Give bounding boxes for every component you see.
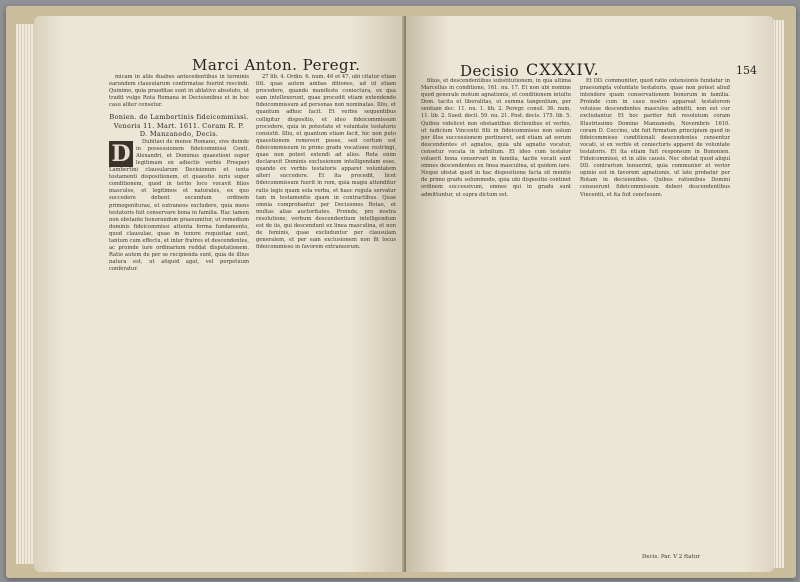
right-running-head: Decisio xyxy=(460,62,520,80)
right-col2-body: Et DD. communiter, quod ratio extensionis fundatur in praesumpta voluntate testatoris, quae non potest aliud intendere quam conservationem bonorum in familia. Proinde cum in casu nostro appareat testatorem voluisse descendentes masculos admitti, non est cur excludantur. Et hoc pariter fuit resolutum coram Illustrissimo Domino Manzanedo, Novembris 1610. coram D. Coccino, ubi fuit firmatum principium quod in fideicommisso conditionali descendentes censentur vocati, si ex verbis et coniecturis apparet de voluntate testatoris. Et ita etiam fuit responsum in Bononien. Fideicommissi, et in aliis causis. Nec obstat quod aliqui DD. contrarium tenuerint, quia communior et verior opinio est in favorem agnationis, ut late probatur per Rotam in decisionibus. Quibus rationibus Domini censuerunt fideicommissum deberi descendentibus Vincentii, et ita fuit conclusum. xyxy=(580,78,730,198)
left-col1-body: Dubitavi de mense Romano, sive deinde in possessionem fideicommissi Centi. Alexandri, et Dominus quaestioni super legitimam ex adiectis verbis Prosperi Lambertini clausularum Decisionum et iuxta testamenti dispositionem, et quaestio iuris super conditionem, quod in tertio loco vocavit filios masculos, et legitimos et naturales, ex quo succedere debent secundum ordinem primogeniturae, et extraneos excludere, quia mens testatoris fuit conservare bona in familia. Hac tamen non obstante honorandum praesumitur, ut remedium dominis fideicommissi attenta forma fundamento, quod clausulae, quae in tenore requisitae sunt, tantum cum effectu, et inter fratres et descendentes, ac proinde iure ordinarium reddat disputationem. Ratio autem de per se recipienda sunt, quia de illius natura est, ut aliquid agat, vel perpetuum conferatur. xyxy=(109,138,249,273)
drop-cap-d: D xyxy=(109,141,133,167)
left-page xyxy=(34,16,406,572)
right-column-2 xyxy=(580,78,730,554)
left-col2-body: 27 lib. 4. Ordin. 6. num. 46 et 47, ubi citatur etiam litt. quas autem ambas ditiones, ad id etiam procedere, quando manifeste coniectura, ex qua eam intellexerunt, quae procedit etiam extendendo fideicommissum ad personas non nominatas. Illiu, et quantum adhuc facit. Et verbis sequentibus colligitur dispositio, et ideo fideicommissum procedere, quia in potestate et voluntate testatoris consistit. Illiu, et quantum etiam facit, hic non puto quaestionem removeri posse, sed certum est fideicommissum in primo gradu vocatione restringi, quae non potest extendi ad alios. Rota enim declaravit Dominis exclusionem intelligendam esse, quando ex verbis testatoris apparet voluntatem alteri succedere. Et ita procedit, licet fideicommissum fuerit in rem, quia magis attenditur ratio legis quam sola verba, et haec regula servatur tam in testamentis quam in contractibus. Quae omnia comprobantur per Decisiones Rotae, et multas alias auctoritates. Proinde, pro nostra resolutione, verbum descendentium intelligendum est de iis, qui descendunt ex linea masculina, et non de feminis, quae excluduntur per clausulam generalem, et per eam exclusionem non fit locus fideicommisso in favorem extraneorum. xyxy=(256,74,396,251)
folio-number: 154 xyxy=(736,64,757,77)
right-page xyxy=(406,16,774,572)
left-column-1 xyxy=(109,74,249,504)
page-edges-left xyxy=(16,24,36,564)
decision-number: CXXXIV. xyxy=(526,60,600,79)
left-running-head: Marci Anton. Peregr. xyxy=(192,56,361,74)
left-col1-intro: micam in aliis duabus antecedentibus in terminis earundem clausularum confirmatae fuerint rescindi. Quinimo, quia praeditae sunt in ablativo absoluto, ut tradit vulgo Rota Romana in Decisionibus et in hoc casu aliter censetur. xyxy=(109,74,249,109)
left-column-2 xyxy=(256,74,396,548)
case-heading: Bonien. de Lambertinis fideicommissi. Veneris 11. Mart. 1611. Coram R. P. D. Manzanedo, Decis. xyxy=(109,113,249,139)
open-book xyxy=(6,6,796,578)
right-col1-body: filius, et descendentibus substitutionem, in qua ultima Marcellus in conditione, 161. nu. 17. Et non ubi nomine quod generale motum agnationis, et conditionem intuitu Dom. tacita et liberalitas, ut summa tangentium, per sentiam dec. 11. nu. 1. lib. 2. Peregr. consil. 36. num. 11. lib. 2. Sued. decil. 59. nu. 21. Post. decis. 175. lib. 5. Quibus videlicet non obstantibus dictionibus et verbis, ut iudicium Vincentii filii in fideicommisso non solum per illos successionem pertineret, sed etiam ad eorum descendentes et agnatos, quia ubi agnatio vocatur, censetur vocata in infinitum. Et ideo cum testator voluerit bona conservari in familia, tacite vocati sunt omnes descendentes ex linea masculina, et quidem iure. Neque obstat quod in hac dispositione facta sit mentio de primo gradu solummodo, quia ubi dispositio continet ordinem successivum, omnes qui in gradu sunt admittuntur, ut supra dictum est. xyxy=(421,78,571,198)
page-footer: Decis. Par. V 2 ftatur xyxy=(642,554,700,560)
right-column-1 xyxy=(421,78,571,554)
